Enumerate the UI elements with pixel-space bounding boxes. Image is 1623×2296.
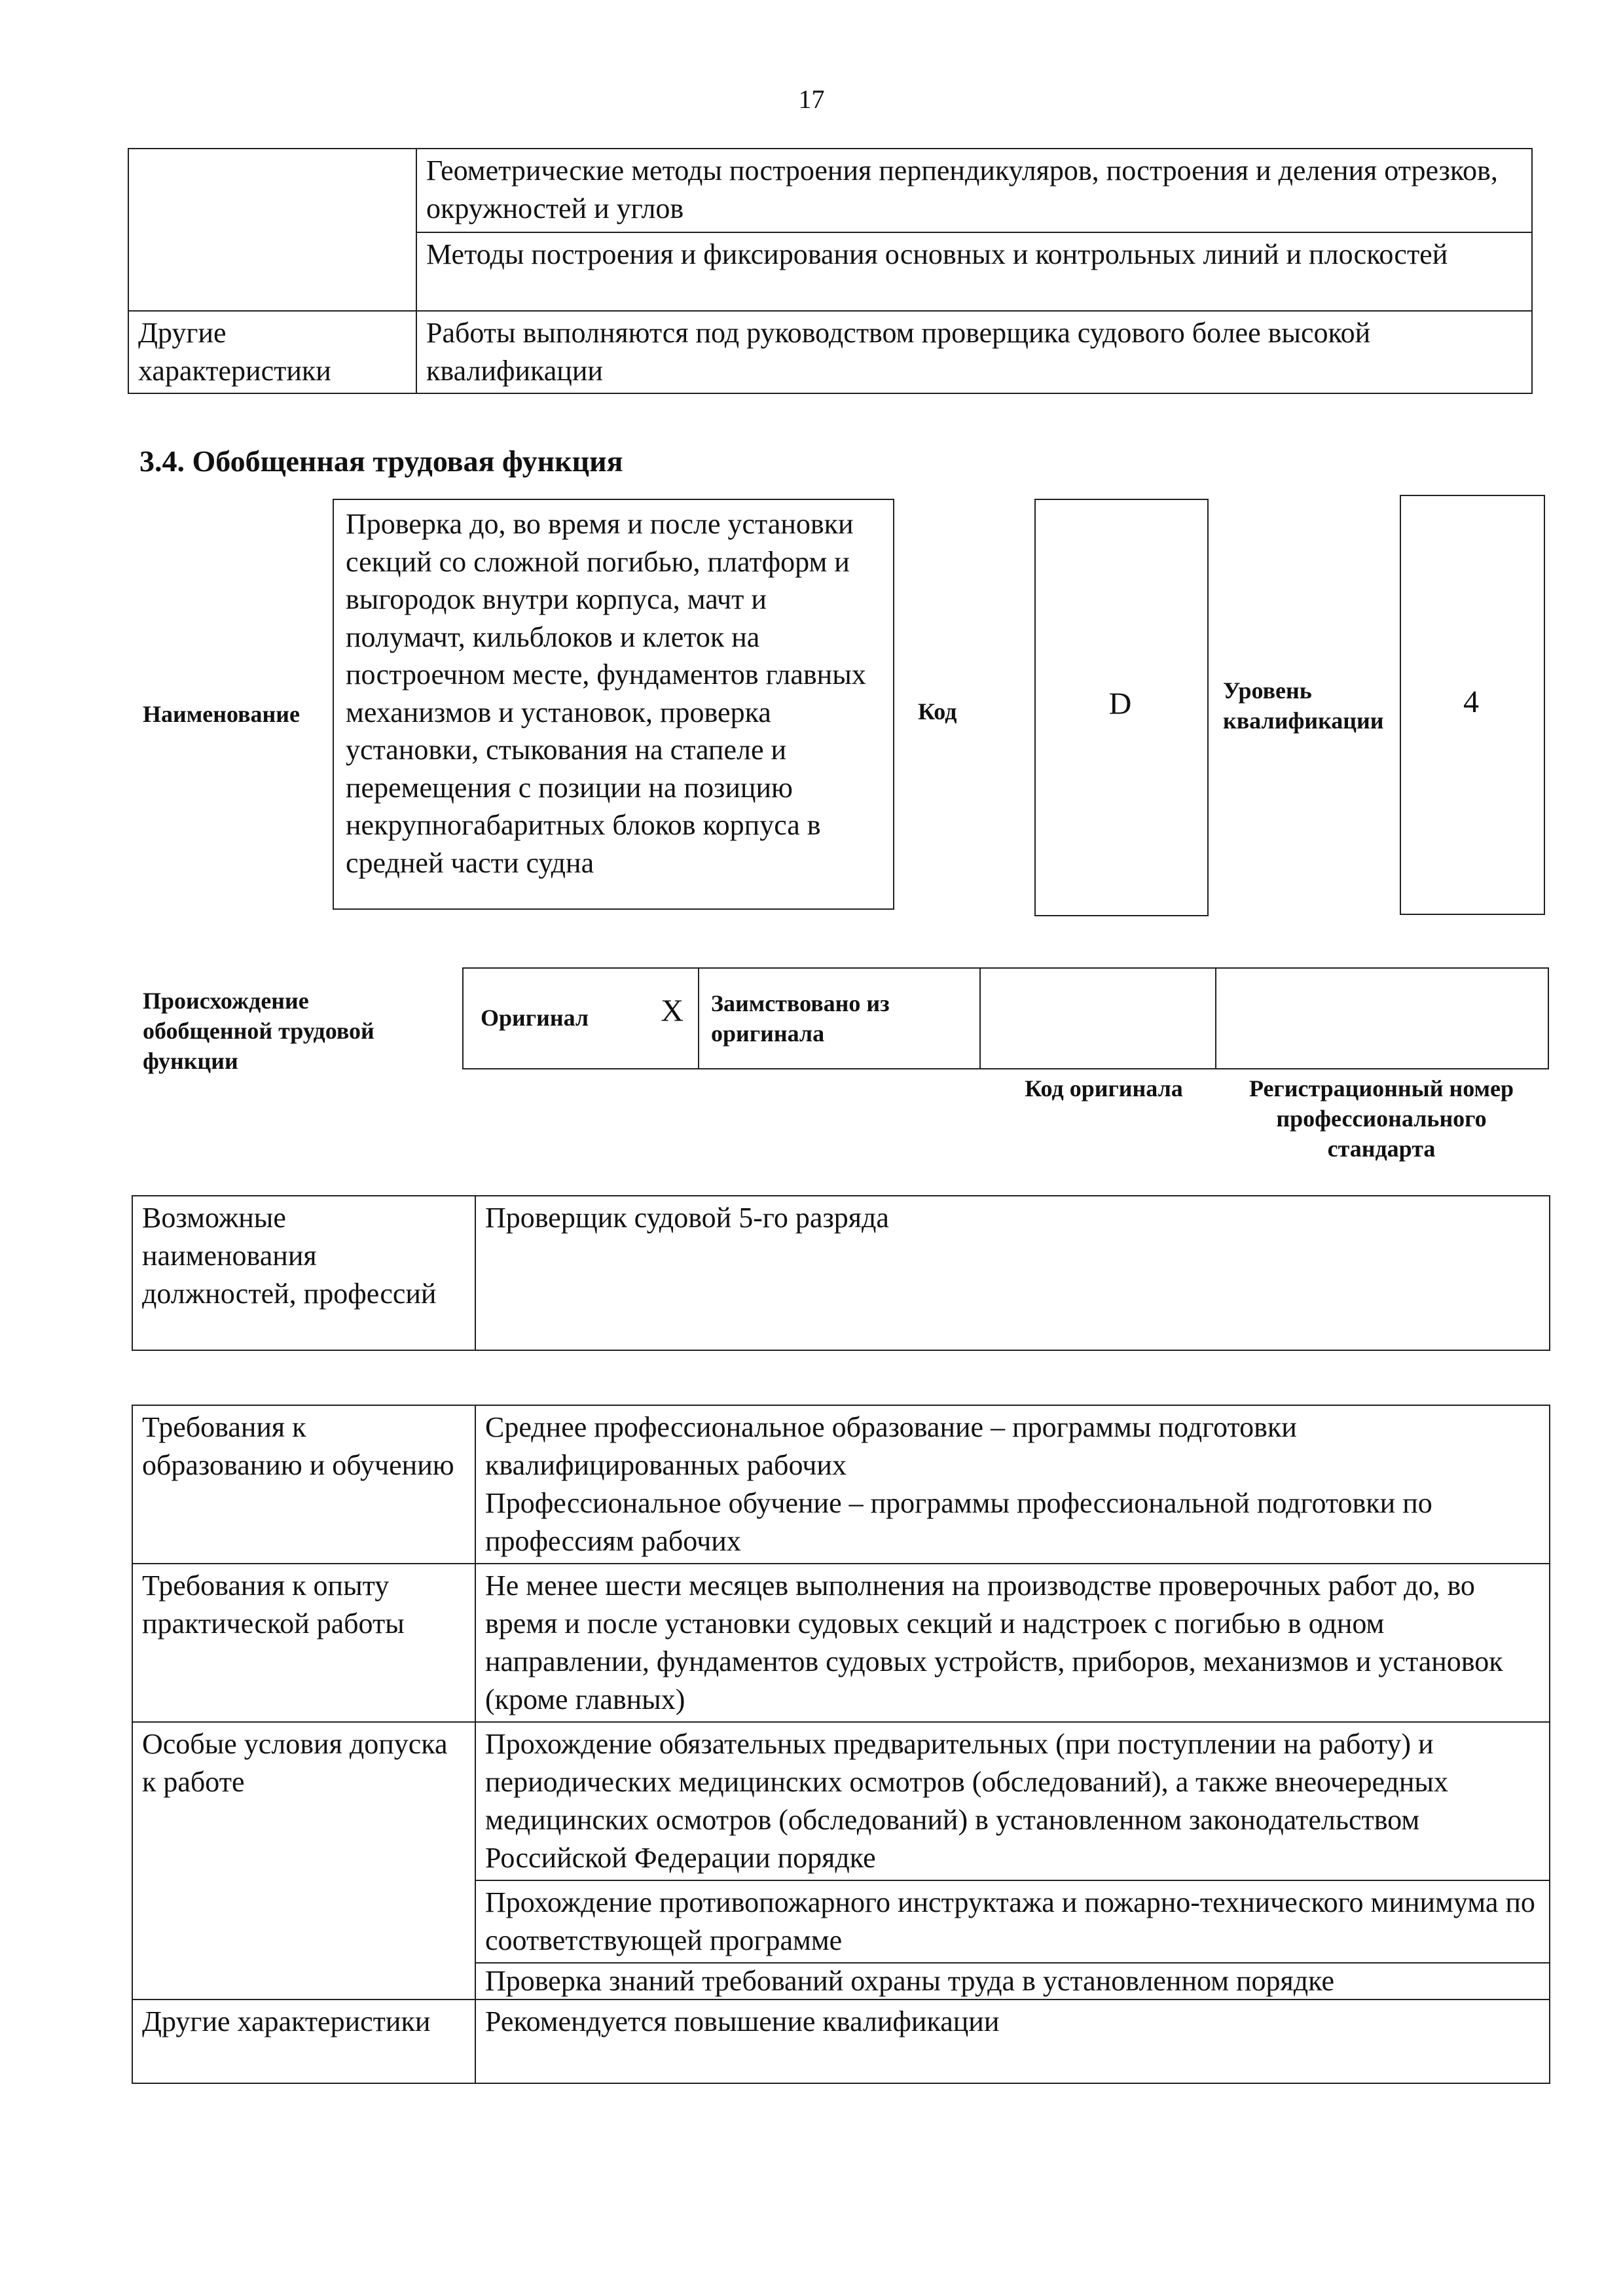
- page-number: 17: [798, 84, 825, 114]
- borrowed-cell: Заимствовано из оригинала: [699, 968, 980, 1069]
- education-value: Среднее профессиональное образование – программы подготовки квалифицированных рабочих Профессиональное обучение – программы профессиональной подготовки по профессиям рабочих: [475, 1405, 1550, 1564]
- original-label: Оригинал: [481, 1005, 589, 1031]
- table-value-cell: Работы выполняются под руководством проверщика судового более высокой квалификации: [416, 311, 1532, 393]
- original-code-cell: [980, 968, 1216, 1069]
- level-value: 4: [1463, 685, 1479, 719]
- continuation-table: [128, 148, 1533, 394]
- original-mark: X: [661, 994, 684, 1028]
- requirements-table: [132, 1405, 1550, 2084]
- admission-value: Прохождение обязательных предварительных (при поступлении на работу) и периодических медицинских осмотров (обследований), а также внеочередных медицинских осмотров (обследований) в установленном законодательством Российской Федерации порядке: [475, 1722, 1550, 1880]
- code-value: D: [1108, 687, 1132, 721]
- education-label: Требования к образованию и обучению: [132, 1405, 475, 1564]
- section-heading: 3.4. Обобщенная трудовая функция: [139, 444, 623, 478]
- experience-label: Требования к опыту практической работы: [132, 1564, 475, 1722]
- code-label: Код: [918, 698, 957, 725]
- original-code-caption: Код оригинала: [1025, 1075, 1183, 1102]
- level-label: Уровень квалификации: [1223, 677, 1384, 734]
- table-value-cell: Геометрические методы построения перпендикуляров, построения и деления отрезков, окружностей и углов: [416, 149, 1532, 232]
- table-value-cell: Методы построения и фиксирования основных и контрольных линий и плоскостей: [416, 232, 1532, 311]
- origin-table: [462, 967, 1549, 1069]
- registration-number-caption: Регистрационный номер профессионального стандарта: [1249, 1075, 1514, 1162]
- name-label: Наименование: [143, 701, 300, 727]
- table-label-cell: [128, 149, 416, 311]
- other-value: Рекомендуется повышение квалификации: [475, 2000, 1550, 2083]
- origin-label: Происхождение обобщенной трудовой функции: [143, 988, 374, 1074]
- experience-value: Не менее шести месяцев выполнения на производстве проверочных работ до, во время и после установки судовых секций и надстроек с погибью в одном направлении, фундаментов судовых устройств, приборов, механизмов и установок (кроме главных): [475, 1564, 1550, 1722]
- admission-value: Проверка знаний требований охраны труда в установленном порядке: [475, 1963, 1550, 2000]
- other-label: Другие характеристики: [132, 2000, 475, 2083]
- admission-value: Прохождение противопожарного инструктажа и пожарно-технического минимума по соответствующей программе: [475, 1880, 1550, 1963]
- positions-label: Возможные наименования должностей, профессий: [132, 1196, 475, 1350]
- table-label-cell: Другие характеристики: [128, 311, 416, 393]
- admission-label: Особые условия допуска к работе: [132, 1722, 475, 2000]
- original-cell: [463, 968, 699, 1069]
- registration-number-cell: [1216, 968, 1548, 1069]
- function-name-box: Проверка до, во время и после установки секций со сложной погибью, платформ и выгородок внутри корпуса, мачт и полумачт, кильблоков и клеток на построечном месте, фундаментов главных механизмов и установок, проверка установки, стыкования на стапеле и перемещения с позиции на позицию некрупногабаритных блоков корпуса в средней части судна: [333, 499, 894, 910]
- positions-value: Проверщик судовой 5-го разряда: [475, 1196, 1550, 1350]
- positions-table: [132, 1195, 1550, 1351]
